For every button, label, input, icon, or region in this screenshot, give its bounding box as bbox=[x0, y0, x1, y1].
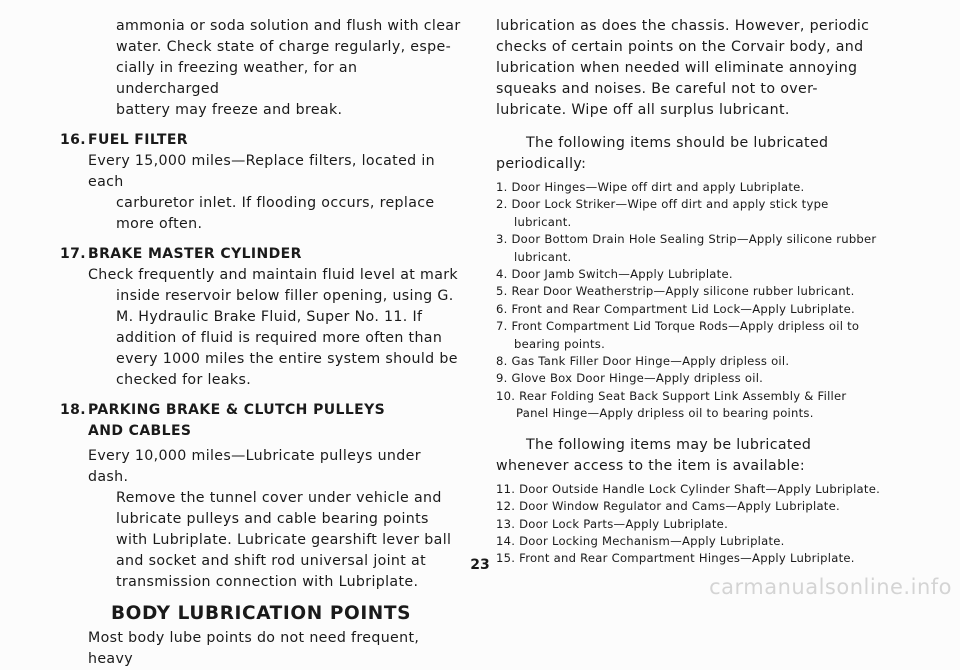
list-item: 1. Door Hinges—Wipe off dirt and apply Lubriplate. bbox=[496, 180, 805, 194]
list-item: 14. Door Locking Mechanism—Apply Lubriplate. bbox=[496, 533, 785, 548]
list-item: 15. Front and Rear Compartment Hinges—Apply Lubriplate. bbox=[496, 551, 855, 566]
intro-line: cially in freezing weather, for an undercharged bbox=[116, 60, 358, 97]
item-heading bbox=[60, 130, 462, 151]
item-17-brake-master-cylinder bbox=[60, 244, 462, 391]
item-first-line: Every 15,000 miles—Replace filters, located in each bbox=[88, 153, 435, 190]
item-number: 16. bbox=[60, 132, 87, 148]
access-intro: The following items may be lubricated whenever access to the item is available: bbox=[496, 436, 812, 474]
list-item: 11. Door Outside Handle Lock Cylinder Shaft—Apply Lubriplate. bbox=[496, 481, 881, 496]
item-number: 18. bbox=[60, 402, 87, 418]
item-body: inside reservoir below filler opening, using G. M. Hydraulic Brake Fluid, Super No. 11. If addition of fluid is required more often than every 1000 miles the entire system should be checked for leaks. bbox=[116, 288, 458, 388]
list-item: 5. Rear Door Weatherstrip—Apply silicone rubber lubricant. bbox=[496, 284, 855, 299]
access-list bbox=[496, 481, 882, 568]
intro-line: ammonia or soda solution and flush with clear bbox=[116, 18, 461, 34]
list-item: 3. Door Bottom Drain Hole Sealing Strip—Apply silicone rubber lubricant. bbox=[496, 232, 877, 264]
item-number: 17. bbox=[60, 246, 87, 262]
intro-line: water. Check state of charge regularly, espe- bbox=[116, 39, 452, 55]
list-item: 9. Glove Box Door Hinge—Apply dripless oil. bbox=[496, 371, 764, 386]
periodic-list bbox=[496, 179, 882, 423]
list-item: 12. Door Window Regulator and Cams—Apply Lubriplate. bbox=[496, 499, 840, 514]
list-item: 7. Front Compartment Lid Torque Rods—Apply dripless oil to bearing points. bbox=[496, 319, 860, 351]
intro-line: battery may freeze and break. bbox=[116, 102, 343, 118]
item-heading-continued: AND CABLES bbox=[88, 423, 192, 439]
list-item: 13. Door Lock Parts—Apply Lubriplate. bbox=[496, 516, 728, 531]
right-column bbox=[496, 16, 882, 568]
list-item: 10. Rear Folding Seat Back Support Link Assembly & Filler Panel Hinge—Apply dripless oil to bearing points. bbox=[496, 388, 847, 421]
page-number: 23 bbox=[470, 557, 490, 573]
item-title: PARKING BRAKE & CLUTCH PULLEYS bbox=[88, 402, 386, 418]
list-item: 8. Gas Tank Filler Door Hinge—Apply dripless oil. bbox=[496, 354, 790, 369]
section-heading: BODY LUBRICATION POINTS bbox=[110, 603, 412, 624]
item-first-line: Every 10,000 miles—Lubricate pulleys under dash. bbox=[88, 448, 421, 485]
item-body: Remove the tunnel cover under vehicle and lubricate pulleys and cable bearing points with Lubriplate. Lubricate gearshift lever ball and socket and shift rod universal joint at transmission connection with Lubriplate. bbox=[116, 490, 452, 590]
item-heading bbox=[60, 400, 462, 421]
list-item: 4. Door Jamb Switch—Apply Lubriplate. bbox=[496, 267, 733, 282]
item-16-fuel-filter bbox=[60, 130, 462, 235]
section-text: Most body lube points do not need frequent, heavy bbox=[88, 630, 420, 667]
watermark: carmanualsonline.info bbox=[709, 575, 952, 599]
periodic-intro: The following items should be lubricated periodically: bbox=[496, 135, 829, 172]
list-item: 6. Front and Rear Compartment Lid Lock—Apply Lubriplate. bbox=[496, 301, 855, 316]
list-item: 2. Door Lock Striker—Wipe off dirt and apply stick type lubricant. bbox=[496, 197, 829, 229]
item-title: BRAKE MASTER CYLINDER bbox=[88, 246, 302, 262]
item-title: FUEL FILTER bbox=[88, 132, 188, 148]
intro-paragraph bbox=[60, 16, 462, 121]
item-first-line: Check frequently and maintain fluid level at mark bbox=[88, 267, 458, 283]
item-heading bbox=[60, 244, 462, 265]
right-intro: lubrication as does the chassis. However, periodic checks of certain points on the Corvair body, and lubrication when needed will eliminate annoying squeaks and noises. Be careful not to over-lubricate. Wipe off all surplus lubricant. bbox=[496, 18, 870, 118]
item-body: carburetor inlet. If flooding occurs, replace more often. bbox=[116, 195, 435, 232]
